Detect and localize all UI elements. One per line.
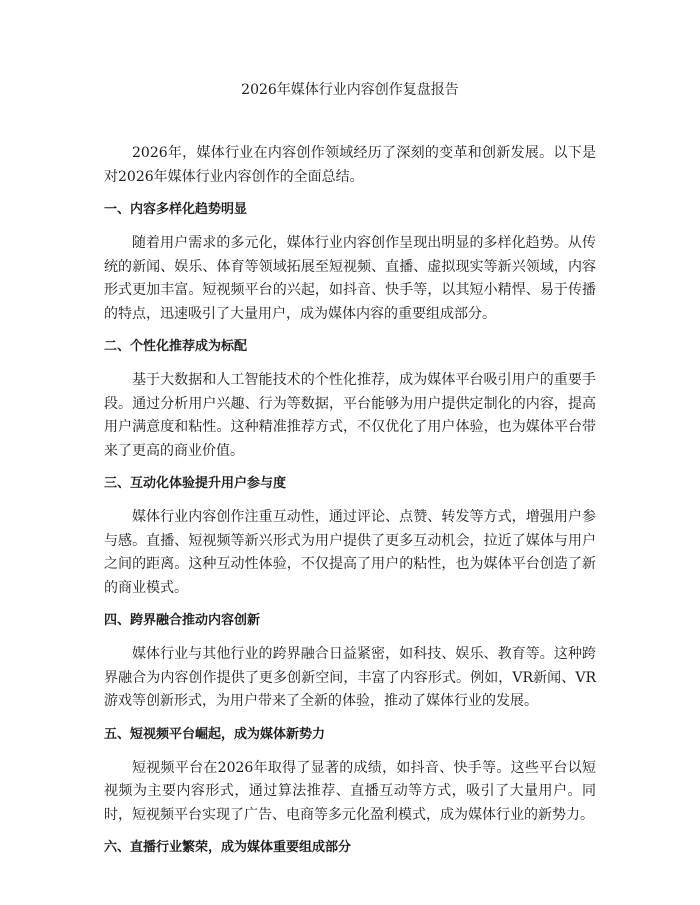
section-2 xyxy=(104,337,596,463)
section-heading: 五、短视频平台崛起，成为媒体新势力 xyxy=(104,726,326,742)
section-6 xyxy=(104,838,596,858)
section-5 xyxy=(104,725,596,828)
section-heading: 三、互动化体验提升用户参与度 xyxy=(104,476,287,491)
document-title: 2026年媒体行业内容创作复盘报告 xyxy=(241,82,459,98)
section-paragraph: 短视频平台在2026年取得了显著的成绩，如抖音、快手等。这些平台以短视频为主要内容形式，通过算法推荐、直播互动等方式，吸引了大量用户。同时，短视频平台实现了广告、电商等多元化盈利模式，成为媒体行业的新势力。 xyxy=(104,759,596,823)
section-heading: 六、直播行业繁荣，成为媒体重要组成部分 xyxy=(104,840,352,855)
section-heading: 二、个性化推荐成为标配 xyxy=(104,339,248,354)
section-heading: 四、跨界融合推动内容创新 xyxy=(104,613,261,628)
section-paragraph: 基于大数据和人工智能技术的个性化推荐，成为媒体平台吸引用户的重要手段。通过分析用户兴趣、行为等数据，平台能够为用户提供定制化的内容，提高用户满意度和粘性。这种精准推荐方式，不仅优化了用户体验，也为媒体平台带来了更高的商业价值。 xyxy=(104,372,596,459)
section-paragraph: 媒体行业与其他行业的跨界融合日益紧密，如科技、娱乐、教育等。这种跨界融合为内容创作提供了更多创新空间，丰富了内容形式。例如，VR新闻、VR游戏等创新形式，为用户带来了全新的体验，推动了媒体行业的发展。 xyxy=(104,646,596,709)
section-paragraph: 随着用户需求的多元化，媒体行业内容创作呈现出明显的多样化趋势。从传统的新闻、娱乐、体育等领域拓展至短视频、直播、虚拟现实等新兴领域，内容形式更加丰富。短视频平台的兴起，如抖音、快手等，以其短小精悍、易于传播的特点，迅速吸引了大量用户，成为媒体内容的重要组成部分。 xyxy=(104,235,596,322)
section-3 xyxy=(104,474,596,600)
intro-paragraph: 2026年，媒体行业在内容创作领域经历了深刻的变革和创新发展。以下是对2026年媒体行业内容创作的全面总结。 xyxy=(104,145,596,185)
section-1 xyxy=(104,200,596,326)
section-4 xyxy=(104,611,596,714)
section-heading: 一、内容多样化趋势明显 xyxy=(104,202,248,217)
section-paragraph: 媒体行业内容创作注重互动性，通过评论、点赞、转发等方式，增强用户参与感。直播、短视频等新兴形式为用户提供了更多互动机会，拉近了媒体与用户之间的距离。这种互动性体验，不仅提高了用户的粘性，也为媒体平台创造了新的商业模式。 xyxy=(104,509,596,596)
